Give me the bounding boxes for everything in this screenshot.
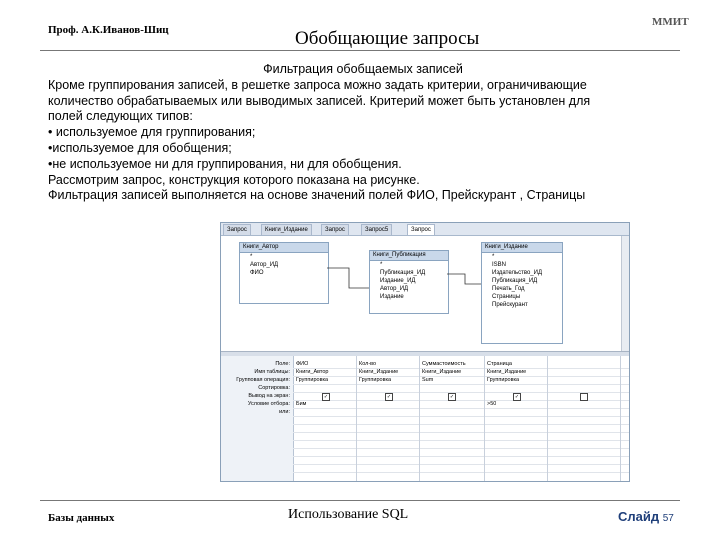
query-grid	[221, 356, 629, 481]
table-field[interactable]: Публикация_ИД	[380, 270, 426, 276]
cell-table[interactable]: Книги_Издание	[487, 369, 527, 375]
cell-field[interactable]: Страница	[487, 361, 512, 367]
row-label-criteria: Условие отбора:	[247, 401, 290, 407]
grid-column[interactable]	[357, 356, 420, 481]
table-field[interactable]: *	[250, 254, 253, 260]
slide-number	[618, 509, 674, 524]
show-checkbox[interactable]: ✓	[323, 394, 329, 400]
row-label-table: Имя таблицы:	[254, 369, 290, 375]
table-field[interactable]: *	[380, 262, 383, 268]
footer-topic: Использование SQL	[288, 507, 409, 522]
show-checkbox[interactable]: ✓	[449, 394, 455, 400]
body-line: • используемое для группирования;	[48, 125, 256, 140]
grid-column[interactable]	[485, 356, 548, 481]
table-field[interactable]: ФИО	[250, 270, 264, 276]
subheading: Фильтрация обобщаемых записей	[263, 62, 463, 76]
tab-query-active[interactable]: Запрос	[407, 224, 435, 235]
table-field[interactable]: ISBN	[492, 262, 507, 268]
access-query-designer	[220, 222, 630, 482]
show-checkbox[interactable]: ✓	[386, 394, 392, 400]
design-area-scrollbar[interactable]	[621, 236, 630, 351]
body-line: Фильтрация записей выполняется на основе значений полей ФИО, Прейскурант , Страницы	[48, 188, 586, 203]
relationship-edition	[447, 274, 481, 284]
table-title: Книги_Публикация	[370, 251, 448, 261]
table-field[interactable]: Издательство_ИД	[492, 270, 543, 276]
tab-query-1[interactable]: Запрос	[223, 224, 251, 235]
cell-field[interactable]: Суммастоимость	[422, 361, 466, 367]
cell-table[interactable]: Книги_Издание	[359, 369, 399, 375]
table-field[interactable]: Издание_ИД	[380, 278, 416, 284]
grid-column[interactable]	[294, 356, 357, 481]
tab-books-edition[interactable]: Книги_Издание	[261, 224, 312, 235]
table-title: Книги_Автор	[240, 243, 328, 253]
row-label-show: Вывод на экран:	[248, 393, 290, 399]
cell-group[interactable]: Группировка	[296, 377, 329, 383]
table-title: Книги_Издание	[482, 243, 562, 253]
cell-group[interactable]: Sum	[422, 377, 434, 383]
tab-query-2[interactable]: Запрос	[321, 224, 349, 235]
body-line: •не используемое ни для группирования, ни для обобщения.	[48, 156, 402, 171]
org-label: ММИТ	[652, 16, 689, 28]
slide-label: Слайд	[618, 509, 660, 524]
body-line: Рассмотрим запрос, конструкция которого показана на рисунке.	[48, 172, 420, 187]
show-checkbox[interactable]	[580, 393, 588, 401]
cell-field[interactable]: Кол-во	[359, 361, 377, 367]
table-field[interactable]: Публикация_ИД	[492, 278, 538, 284]
header-divider	[40, 50, 680, 51]
show-checkbox[interactable]: ✓	[514, 394, 520, 400]
row-label-field: Поле:	[275, 361, 290, 367]
cell-table[interactable]: Книги_Издание	[422, 369, 462, 375]
table-field[interactable]: Прейскурант	[492, 302, 528, 308]
grid-row-labels	[221, 356, 294, 481]
table-field[interactable]: Автор_ИД	[250, 262, 279, 268]
table-field[interactable]: Издание	[380, 294, 404, 300]
table-design-area	[221, 236, 621, 351]
cell-group[interactable]: Группировка	[487, 377, 520, 383]
body-text	[48, 62, 678, 204]
body-line: полей следующих типов:	[48, 109, 193, 124]
document-tabs	[221, 223, 629, 236]
grid-column[interactable]	[420, 356, 485, 481]
table-field[interactable]: Страницы	[492, 294, 521, 300]
footer-course: Базы данных	[48, 512, 115, 524]
footer-divider	[40, 500, 680, 501]
cell-table[interactable]: Книги_Автор	[296, 369, 329, 375]
grid-column[interactable]	[548, 356, 621, 481]
relationship-lines	[221, 236, 621, 351]
body-line: Кроме группирования записей, в решетке запроса можно задать критерии, ограничивающие	[48, 77, 587, 92]
row-label-group: Групповая операция:	[236, 377, 290, 383]
row-label-sort: Сортировка:	[258, 385, 290, 391]
body-line: •используемое для обобщения;	[48, 140, 232, 155]
table-field[interactable]: Печать_Год	[492, 286, 525, 292]
cell-criteria[interactable]: Бим	[296, 401, 307, 407]
slide-title: Обобщающие запросы	[295, 28, 480, 49]
table-field[interactable]: Автор_ИД	[380, 286, 409, 292]
table-field[interactable]: *	[492, 254, 495, 260]
cell-field[interactable]: ФИО	[296, 361, 309, 367]
tab-query-5[interactable]: Запрос5	[361, 224, 392, 235]
author-label: Проф. А.К.Иванов-Шиц	[48, 24, 169, 36]
row-label-or: или:	[279, 409, 290, 415]
body-line: количество обрабатываемых или выводимых записей. Критерий может быть установлен для	[48, 93, 591, 108]
slide-number-value: 57	[662, 513, 674, 524]
cell-criteria[interactable]: >50	[487, 401, 497, 407]
cell-group[interactable]: Группировка	[359, 377, 392, 383]
relationship-author	[327, 268, 369, 288]
